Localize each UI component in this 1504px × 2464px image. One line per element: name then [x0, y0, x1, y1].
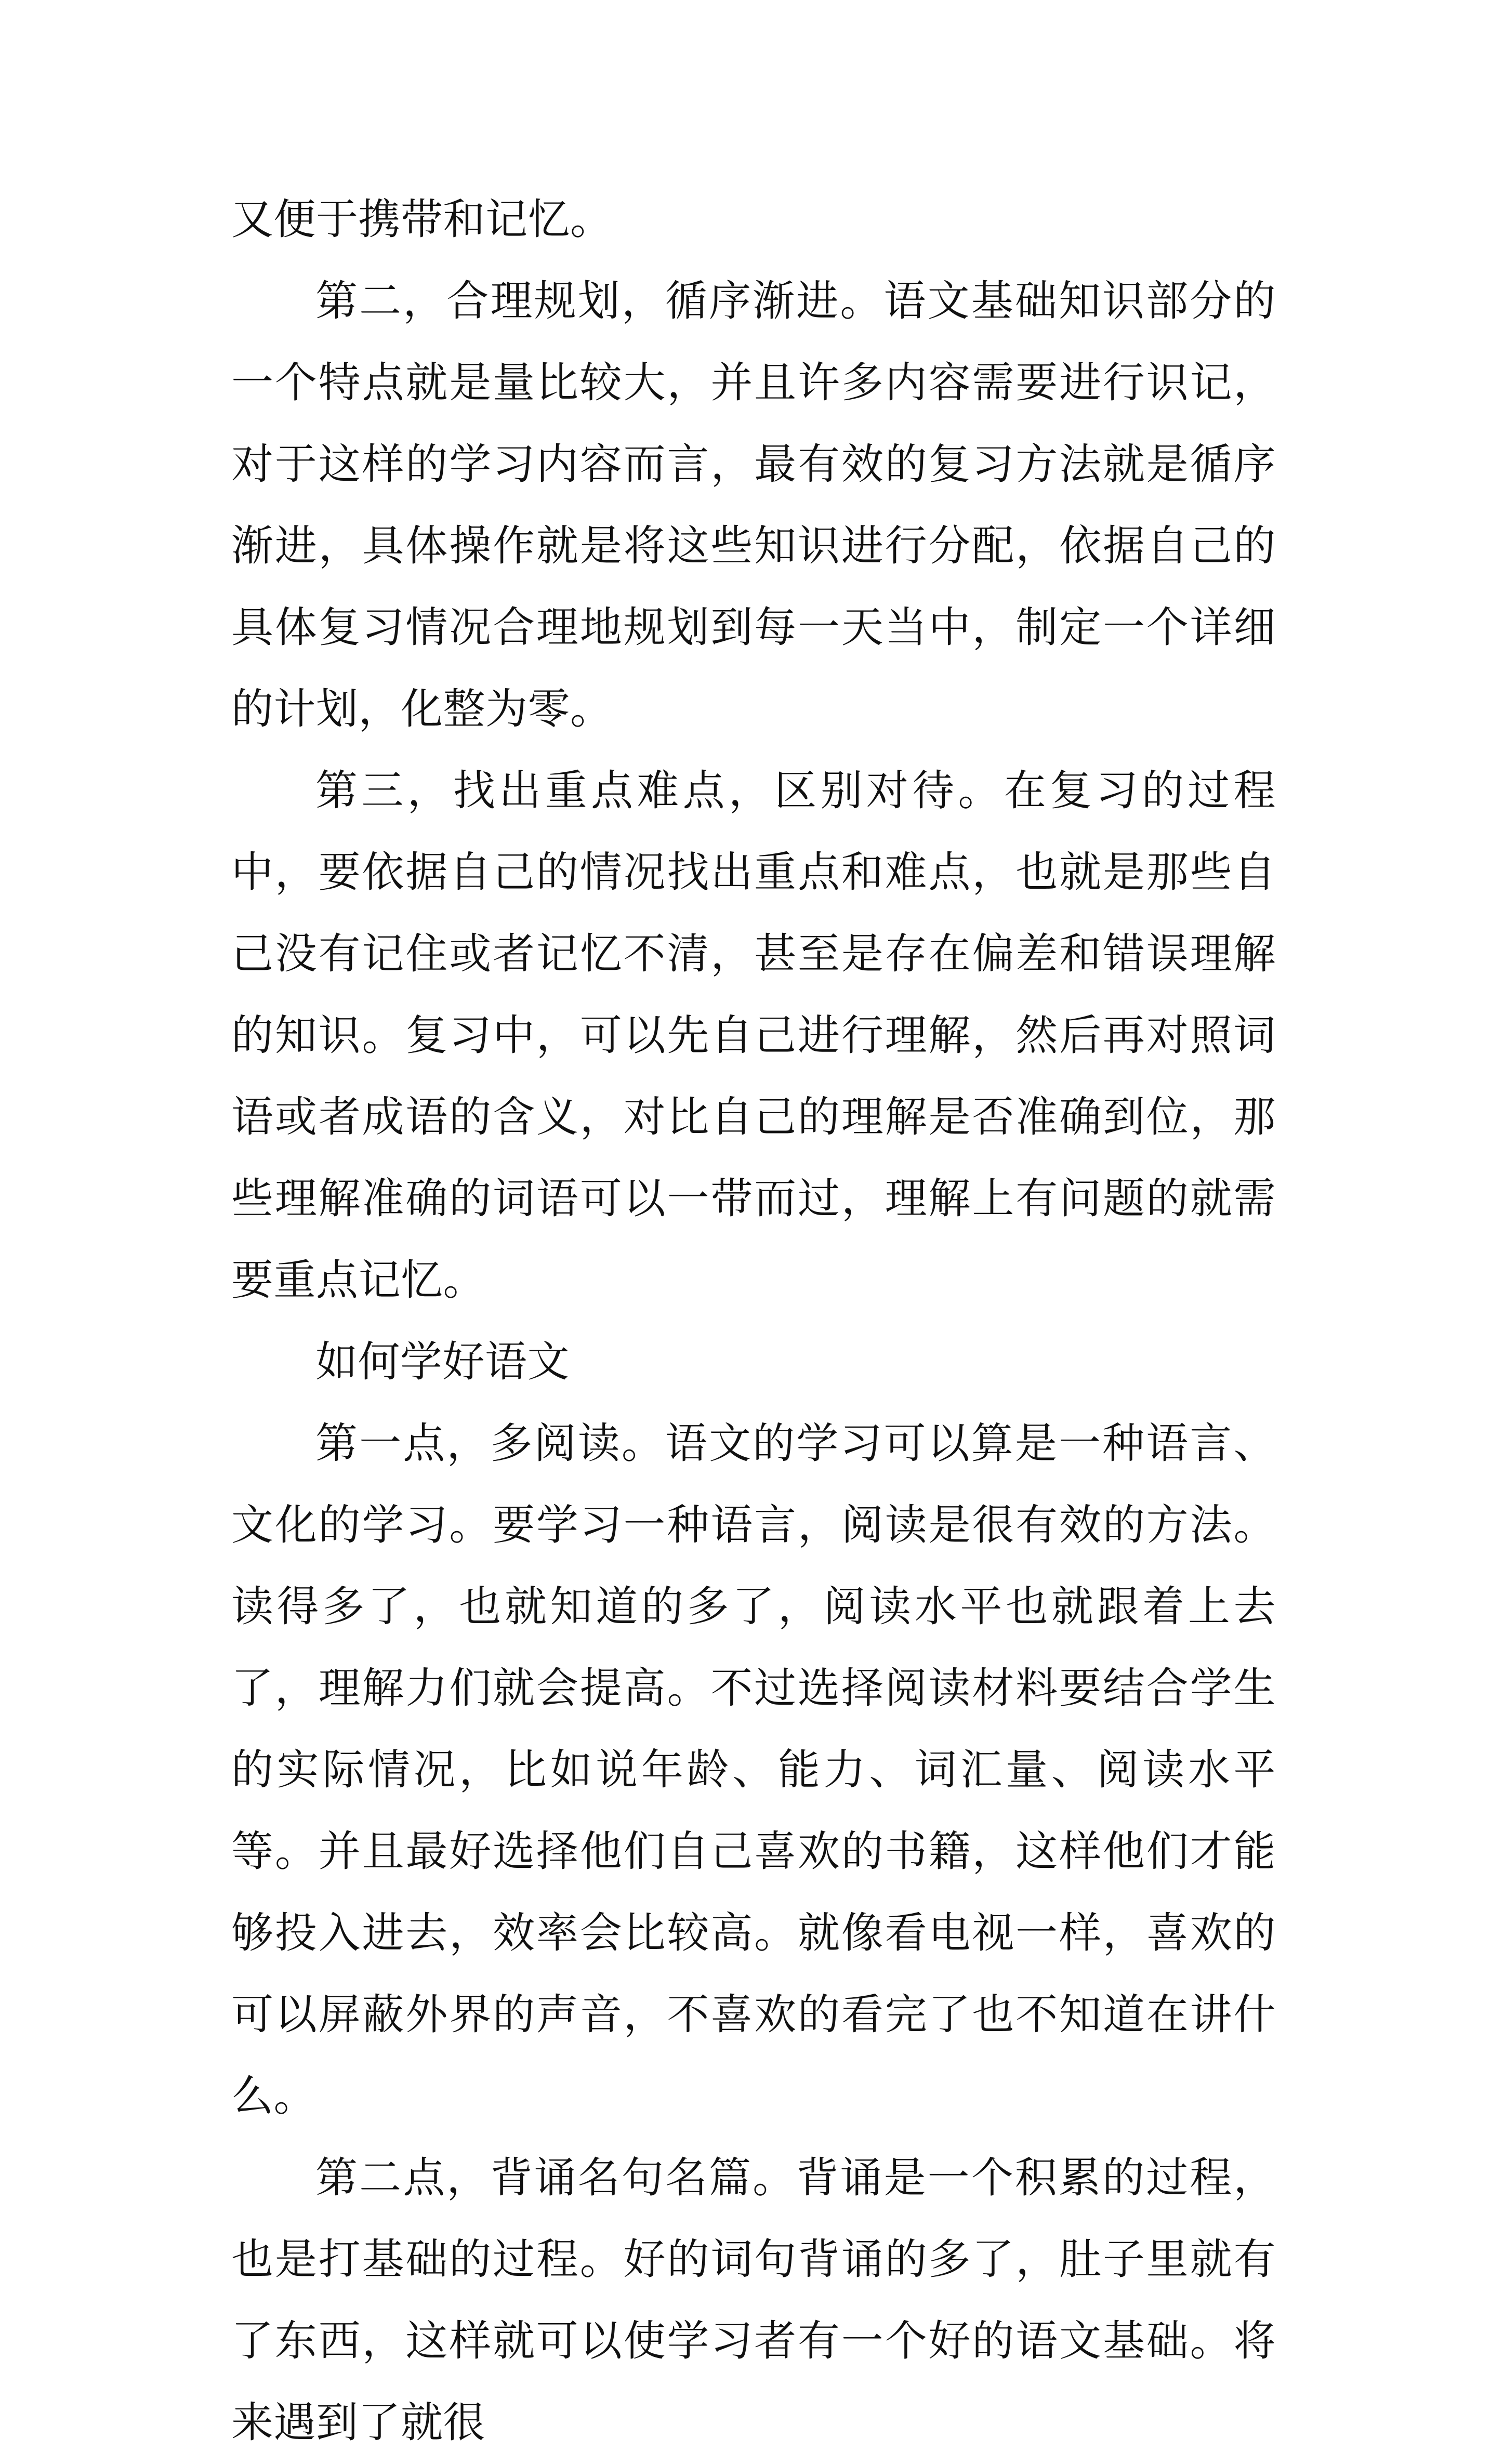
paragraph-second-point-recitation: 第二点，背诵名句名篇。背诵是一个积累的过程，也是打基础的过程。好的词句背诵的多了，肚子里就有了东西，这样就可以使学习者有一个好的语文基础。将来遇到了就很: [231, 2154, 1276, 2447]
paragraph-continuation: 又便于携带和记忆。: [231, 195, 613, 244]
paragraph-first-point-reading: 第一点，多阅读。语文的学习可以算是一种语言、文化的学习。要学习一种语言，阅读是很有效的方法。读得多了，也就知道的多了，阅读水平也就跟着上去了，理解力们就会提高。不过选择阅读材料要结合学生的实际情况，比如说年龄、能力、词汇量、阅读水平等。并且最好选择他们自己喜欢的书籍，这样他们才能够投入进去，效率会比较高。就像看电视一样，喜欢的可以屏蔽外界的声音，不喜欢的看完了也不知道在讲什么。: [231, 1419, 1276, 2121]
section-heading-how-to-learn-chinese: 如何学好语文: [315, 1338, 570, 1387]
paragraph-second-point-planning: 第二，合理规划，循序渐进。语文基础知识部分的一个特点就是量比较大，并且许多内容需要进行识记，对于这样的学习内容而言，最有效的复习方法就是循序渐进，具体操作就是将这些知识进行分配，依据自己的具体复习情况合理地规划到每一天当中，制定一个详细的计划，化整为零。: [231, 277, 1276, 734]
document-body: [231, 179, 1276, 2464]
paragraph-third-point-key-difficulties: 第三，找出重点难点，区别对待。在复习的过程中，要依据自己的情况找出重点和难点，也就是那些自己没有记住或者记忆不清，甚至是存在偏差和错误理解的知识。复习中，可以先自己进行理解，然后再对照词语或者成语的含义，对比自己的理解是否准确到位，那些理解准确的词语可以一带而过，理解上有问题的就需要重点记忆。: [231, 767, 1276, 1305]
